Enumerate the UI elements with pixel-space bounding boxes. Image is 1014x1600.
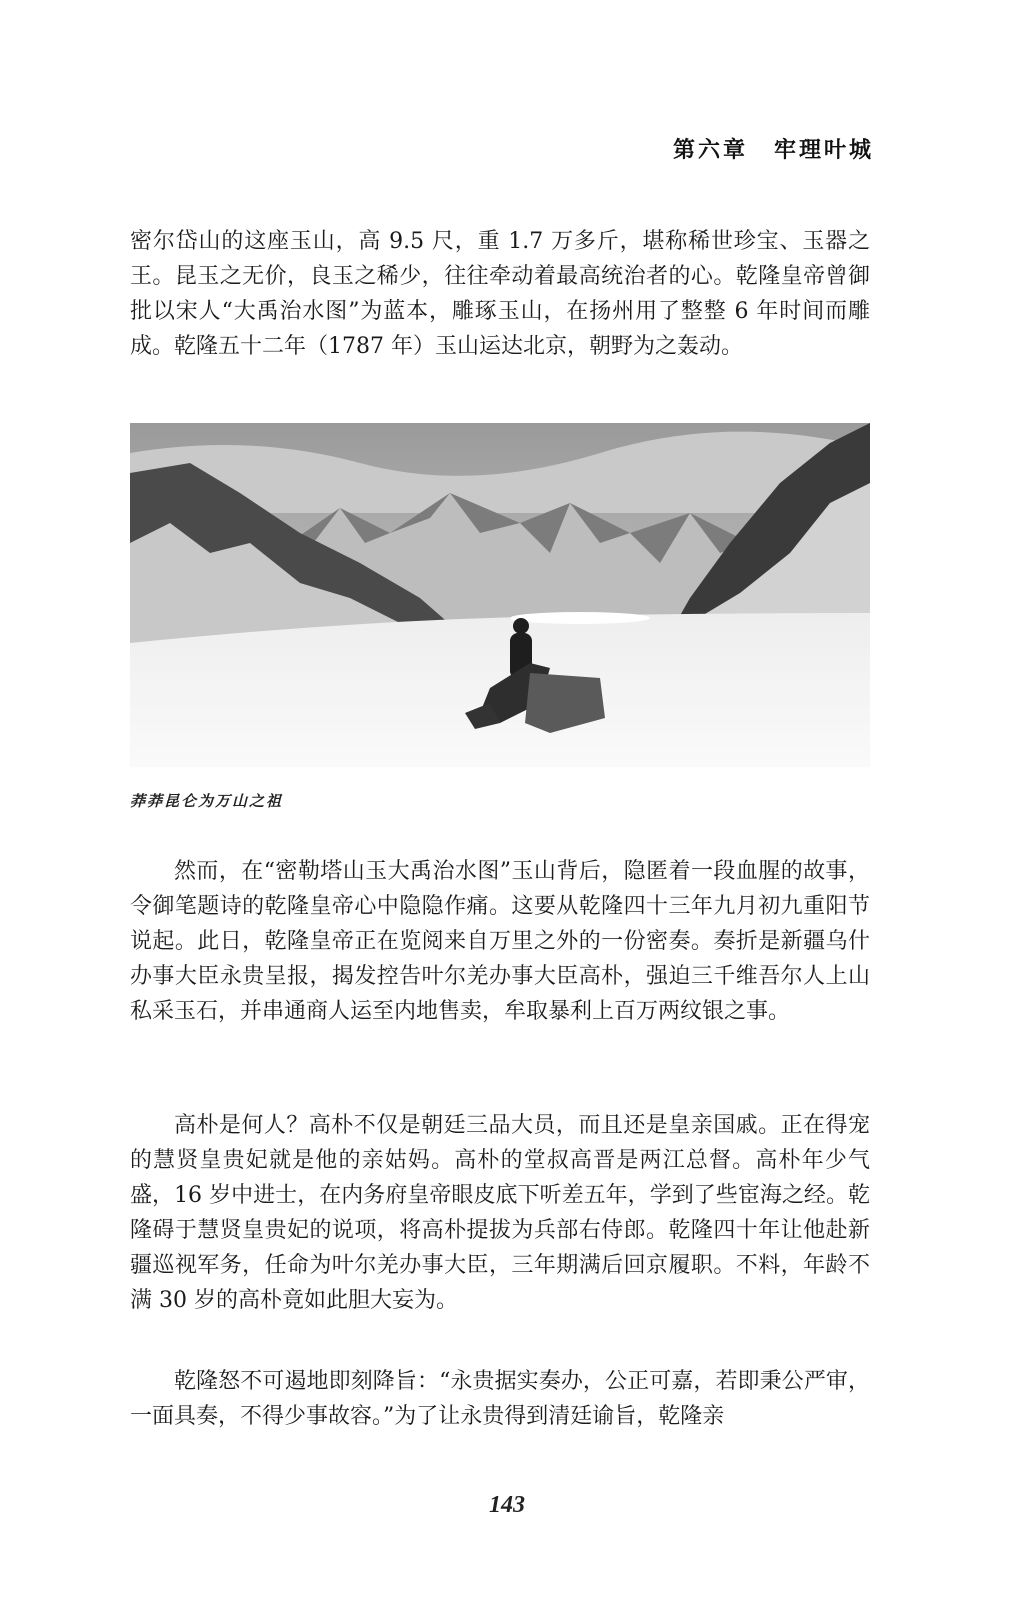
- paragraph-3: 高朴是何人？高朴不仅是朝廷三品大员，而且还是皇亲国戚。正在得宠的慧贤皇贵妃就是他的亲姑妈。高朴的堂叔高晋是两江总督。高朴年少气盛，16 岁中进士，在内务府皇帝眼皮底下听差五年，学到了些宦海之经。乾隆碍于慧贤皇贵妃的说项，将高朴提拔为兵部右侍郎。乾隆四十年让他赴新疆巡视军务，任命为叶尔羌办事大臣，三年期满后回京履职。不料，年龄不满 30 岁的高朴竟如此胆大妄为。: [130, 1113, 870, 1313]
- mountain-photo: [130, 423, 870, 767]
- paragraph-1: 密尔岱山的这座玉山，高 9.5 尺，重 1.7 万多斤，堪称稀世珍宝、玉器之王。昆玉之无价，良玉之稀少，往往牵动着最高统治者的心。乾隆皇帝曾御批以宋人“大禹治水图”为蓝本，雕琢玉山，在扬州用了整整 6 年时间而雕成。乾隆五十二年（1787 年）玉山运达北京，朝野为之轰动。: [130, 229, 870, 359]
- paragraph-2: 然而，在“密勒塔山玉大禹治水图”玉山背后，隐匿着一段血腥的故事，令御笔题诗的乾隆皇帝心中隐隐作痛。这要从乾隆四十三年九月初九重阳节说起。此日，乾隆皇帝正在览阅来自万里之外的一份密奏。奏折是新疆乌什办事大臣永贵呈报，揭发控告叶尔羌办事大臣高朴，强迫三千维吾尔人上山私采玉石，并串通商人运至内地售卖，牟取暴利上百万两纹银之事。: [130, 859, 870, 1024]
- page-number: 143: [489, 1492, 525, 1518]
- figure-caption: 莽莽昆仑为万山之祖: [130, 792, 284, 810]
- chapter-title: 牢理叶城: [773, 137, 874, 163]
- paragraph-4: 乾隆怒不可遏地即刻降旨：“永贵据实奏办，公正可嘉，若即秉公严审，一面具奏，不得少事故容。”为了让永贵得到清廷谕旨，乾隆亲: [130, 1369, 870, 1429]
- glacier-highlight: [510, 612, 650, 624]
- running-head: [673, 133, 874, 164]
- chapter-number: 第六章: [672, 137, 748, 163]
